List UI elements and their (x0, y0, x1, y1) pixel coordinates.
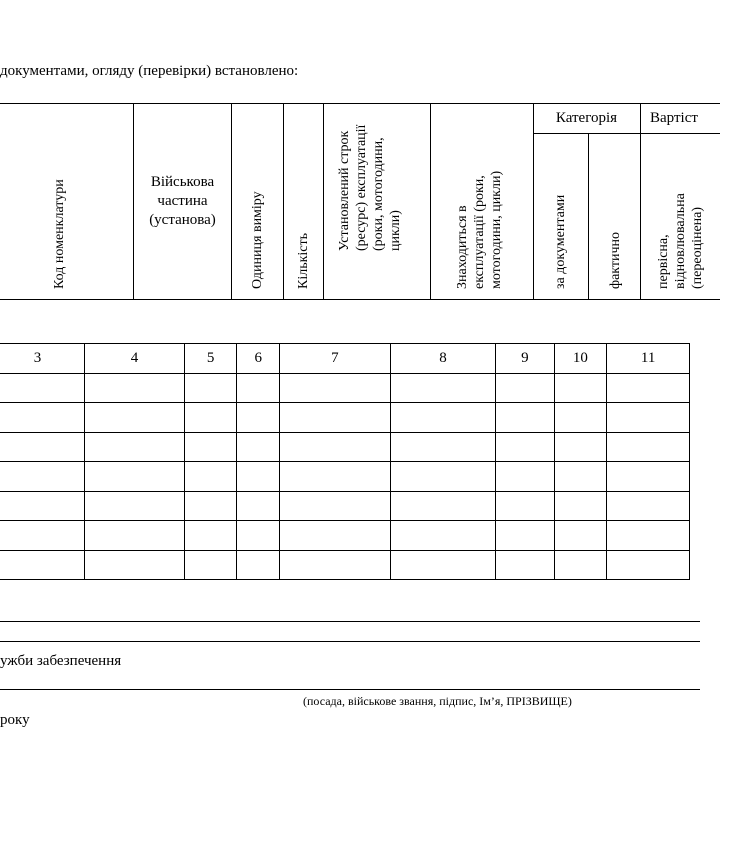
blank-line (0, 621, 700, 622)
signature-caption: (посада, військове звання, підпис, Ім’я, ПРІЗВИЩЕ) (303, 694, 572, 708)
header-unit: Військова частина (установа) (149, 174, 216, 228)
header-category-actual: фактично (608, 231, 623, 289)
column-number: 9 (496, 344, 554, 374)
column-number: 8 (390, 344, 496, 374)
table-row (0, 373, 690, 403)
date-suffix: року (0, 712, 30, 728)
header-top-border (0, 103, 720, 104)
header-category: Категорія (555, 110, 618, 126)
column-number: 5 (184, 344, 236, 374)
header-cost: Вартіст (650, 110, 698, 126)
table-row (0, 521, 690, 551)
table-row (0, 403, 690, 433)
column-number: 11 (607, 344, 690, 374)
column-number: 10 (554, 344, 607, 374)
header-in-use: Знаходиться в експлуатації (роки, мотогодини, цикли) (455, 170, 504, 289)
header-category-docs: за документами (553, 194, 568, 289)
table-row (0, 462, 690, 492)
table-header (0, 103, 720, 300)
table-row (0, 432, 690, 462)
header-service-life: Установлений строк (ресурс) експлуатації (роки, мотогодини, цикли) (337, 124, 403, 251)
column-number: 6 (237, 344, 280, 374)
signature-line (0, 689, 700, 690)
header-measure: Одиниця виміру (250, 191, 265, 289)
column-number-row (0, 344, 690, 374)
inventory-table (0, 343, 690, 580)
blank-line (0, 641, 700, 642)
column-number: 7 (280, 344, 390, 374)
header-code: Код номенклатури (52, 179, 67, 289)
column-number: 4 (85, 344, 185, 374)
table-row (0, 550, 690, 580)
header-quantity: Кількість (296, 232, 311, 289)
signature-role: ужби забезпечення (0, 653, 122, 669)
header-cost-initial: первісна, відновлювальна (переоцінена) (656, 193, 705, 289)
table-row (0, 491, 690, 521)
column-number: 3 (0, 344, 85, 374)
intro-text: документами, огляду (перевірки) встановлено: (0, 63, 299, 79)
header-bottom-border (0, 299, 720, 300)
